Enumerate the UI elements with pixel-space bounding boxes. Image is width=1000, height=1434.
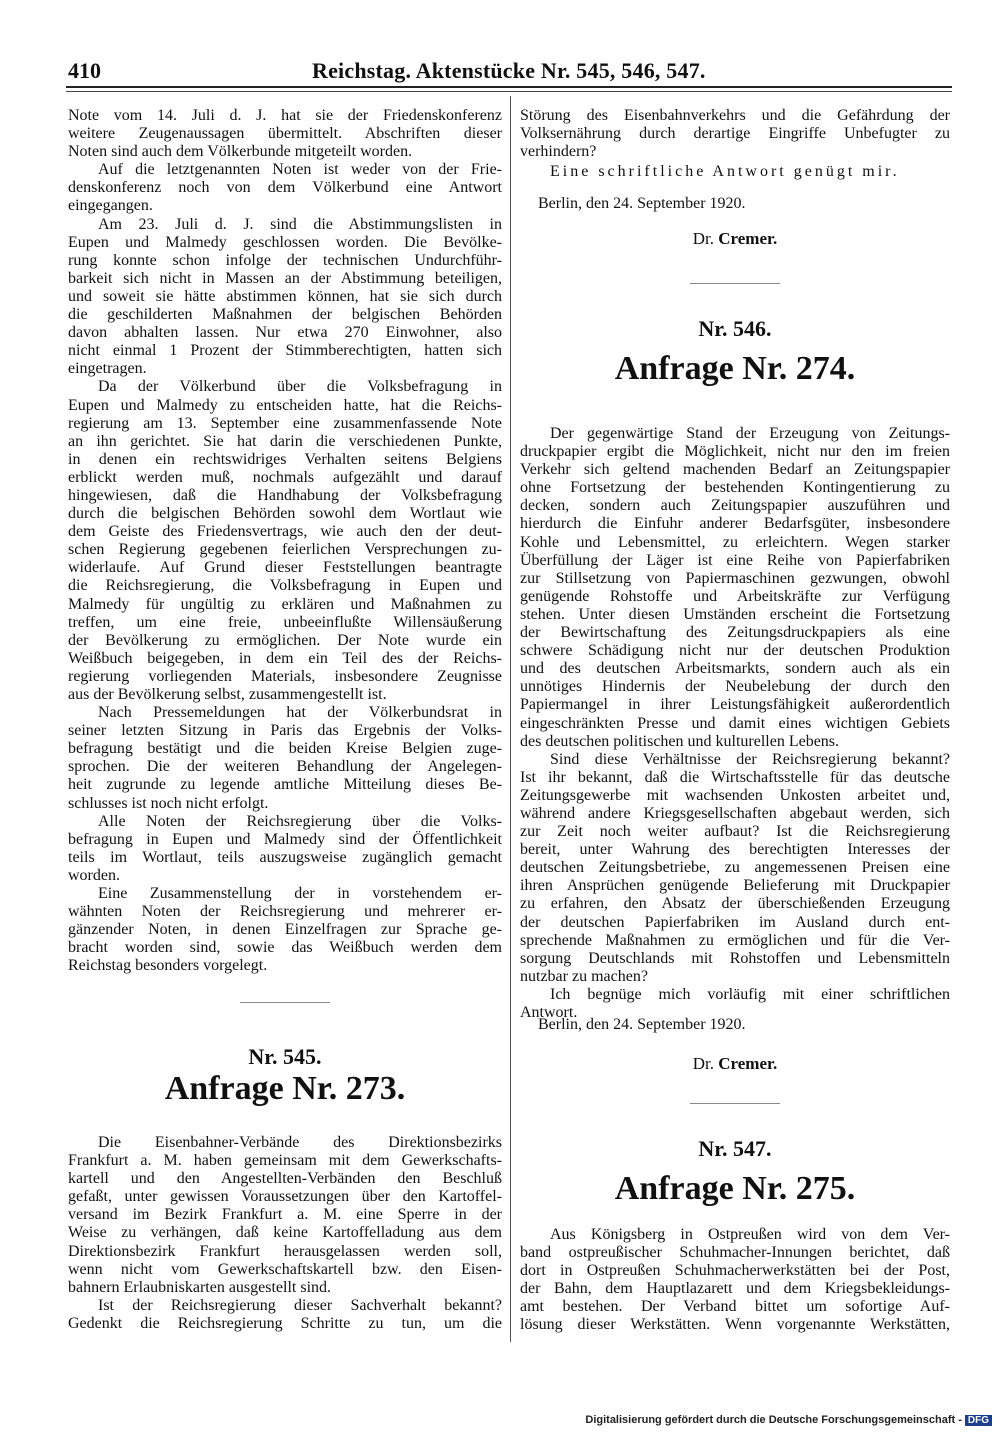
text-line: stehen. Unter diesen Umständen erscheint die Fortsetzung (520, 605, 950, 623)
doc545-body (68, 1134, 502, 1333)
text-line: zur Zeit noch weiter aufbaut? Ist die Reichsregierung (520, 823, 950, 841)
text-line: der deutschen Papierfabriken im Ausland durch ent- (520, 913, 950, 931)
document-number: Nr. 546. (698, 316, 772, 341)
column-divider (510, 96, 511, 1342)
page-number: 410 (68, 58, 101, 83)
document-title: Anfrage Nr. 275. (614, 1170, 856, 1207)
text-line: widerlaufe. Auf Grund dieser Feststellungen beantragte (68, 559, 502, 577)
text-line: dem Geiste des Friedensvertrags, wie auch den der deut- (68, 523, 502, 541)
text-line: sorgung Deutschlands mit Rohstoffen und Lebensmitteln (520, 949, 950, 967)
text-line: Aus Königsberg in Ostpreußen wird von dem Ver- (550, 1226, 950, 1243)
text-line: Zeitungsgewerbe mit wachsenden Unkosten arbeitet und, (520, 786, 950, 804)
running-header: Reichstag. Aktenstücke Nr. 545, 546, 547. (312, 58, 706, 83)
text-line: schlusses ist noch nicht erfolgt. (68, 794, 269, 812)
header-rule-thin (66, 91, 952, 92)
document-number: Nr. 547. (698, 1136, 772, 1161)
text-line: Eupen und Malmedy zu entscheiden hatte, hat die Reichs- (68, 396, 502, 414)
text-line: amt bestehen. Der Verband bittet um sofortige Auf- (520, 1298, 950, 1316)
text-line: sprochen. Die der weiteren Behandlung der Angelegen- (68, 758, 502, 776)
text-line: Antwort. (520, 1004, 578, 1021)
text-line: Papiermangel in ihrer Leistungsfähigkeit außerordentlich (520, 696, 950, 714)
signature-title: Dr. (692, 229, 714, 248)
text-line: Weißbuch beigegeben, in dem ein Teil des der Reichs- (68, 649, 502, 667)
text-line: Die Eisenbahner-Verbände des Direktionsbezirks (98, 1134, 502, 1151)
text-line: befragung bestätigt und die beiden Kreise Belgien zuge- (68, 740, 502, 758)
text-line: worden. (68, 866, 120, 884)
place-date: Berlin, den 24. September 1920. (538, 1016, 746, 1033)
footer-credit (585, 1414, 992, 1426)
text-line: Direktionsbezirk Frankfurt herausgelassen werden soll, (68, 1242, 502, 1260)
place-date: Berlin, den 24. September 1920. (538, 195, 746, 212)
text-line: die Reichsregierung, die Volksbefragung in Eupen und (68, 577, 502, 595)
text-line: Da der Völkerbund über die Volksbefragung in (98, 378, 502, 396)
document-title: Anfrage Nr. 273. (164, 1070, 406, 1107)
signature-name: Cremer. (718, 229, 778, 248)
signature-title: Dr. (692, 1054, 714, 1073)
text-line: regierung am 13. September eine zusammenfassende Note (68, 414, 502, 432)
text-line: an ihn gerichtet. Sie hat darin die verschiedenen Punkte, (68, 432, 502, 450)
text-line: Frankfurt a. M. haben gemeinsam mit dem Gewerkschafts- (68, 1152, 502, 1170)
text-line: verhindern? (520, 143, 597, 161)
text-line: bereit, unter Wahrung des berechtigten Interesses der (520, 841, 950, 859)
text-line: decken, sondern auch Zeitungspapier auszuführen und (520, 497, 950, 515)
text-line: barkeit sich nicht in Massen an der Abstimmung beteiligen, (68, 269, 502, 287)
text-line: Ist ihr bekannt, daß die Wirtschaftsstelle für das deutsche (520, 768, 950, 786)
text-line: Ich begnüge mich vorläufig mit einer schriftlichen (550, 985, 950, 1003)
text-line: zu erfahren, den Absatz der überschießenden Erzeugung (520, 895, 950, 913)
text-line: der Bewirtschaftung des Zeitungsdruckpapiers als eine (520, 624, 950, 642)
text-line: und des deutschen Arbeitsmarkts, sondern auch als ein (520, 660, 950, 678)
text-line: eingetragen. (68, 360, 147, 378)
text-line: bracht worden sind, sowie das Weißbuch werden dem (68, 939, 502, 957)
text-line: wähnten Noten der Reichsregierung und mehrerer er- (68, 903, 502, 921)
text-line: Eine Zusammenstellung der in vorstehendem er- (98, 885, 502, 903)
text-line: denskonferenz noch von dem Völkerbund eine Antwort (68, 179, 502, 197)
text-line: dort in Ostpreußen Schuhmacherwerkstätten bei der Post, (520, 1262, 950, 1280)
text-line: Ist der Reichsregierung dieser Sachverhalt bekannt? (98, 1296, 502, 1314)
text-line: weitere Zeugenaussagen übermittelt. Abschriften dieser (68, 125, 502, 143)
text-line: gänzender Noten, in denen Einzelfragen zur Sprache ge- (68, 921, 502, 939)
text-line: befragung in Eupen und Malmedy sind der Öffentlichkeit (68, 830, 502, 848)
text-line: in denen ein rechtswidriges Verhalten seitens Belgiens (68, 450, 502, 468)
signature (520, 229, 950, 249)
text-line: Am 23. Juli d. J. sind die Abstimmungslisten in (98, 215, 502, 233)
text-line: genügende Rohstoffe und Arbeitskräfte zur Verfügung (520, 587, 950, 605)
text-line: rung konnte schon infolge der technischen Undurchführ- (68, 251, 502, 269)
text-line: nutzbar zu machen? (520, 967, 648, 985)
text-line: eingeschränkten Presse und damit eines wichtigen Gebiets (520, 714, 950, 732)
text-line: hierdurch die Einfuhr anderer Bedarfsgüter, insbesondere (520, 515, 950, 533)
text-line: des deutschen politischen und kulturellen Lebens. (520, 732, 840, 750)
text-line: Kohle und Lebensmittel, zu erleichtern. Wegen starker (520, 533, 950, 551)
text-line: Weise zu verhängen, daß keine Kartoffelladung aus dem (68, 1224, 502, 1242)
section-divider (690, 283, 780, 284)
closing-line: Eine schriftliche Antwort genügt mir. (550, 163, 900, 180)
text-line: zur Stillsetzung von Papiermaschinen gezwungen, obwohl (520, 569, 950, 587)
text-line: ohne Fortsetzung der bestehenden Kontingentierung zu (520, 479, 950, 497)
text-line: sprechende Maßnahmen zu ermöglichen und für die Ver- (520, 931, 950, 949)
text-line: treffen, um eine freie, unbeeinflußte Willensäußerung (68, 613, 502, 631)
text-line: schen Regierung gegebenen feierlichen Versprechungen zu- (68, 541, 502, 559)
document-number: Nr. 545. (248, 1044, 322, 1069)
text-line: ihren Ansprüchen genügende Belieferung mit Druckpapier (520, 877, 950, 895)
text-line: aus der Bevölkerung selbst, zusammengestellt ist. (68, 686, 387, 703)
text-line: die geschilderten Maßnahmen der belgischen Behörden (68, 306, 502, 324)
text-line: gefaßt, unter gewissen Voraussetzungen über den Kartoffel- (68, 1188, 502, 1206)
dfg-logo: DFG (965, 1415, 992, 1426)
text-line: Gedenkt die Reichsregierung Schritte zu tun, um die (68, 1314, 502, 1332)
text-line: Note vom 14. Juli d. J. hat sie der Friedenskonferenz (68, 107, 502, 124)
text-line: Volksernährung durch derartige Eingriffe Unbefugter zu (520, 125, 950, 143)
text-line: regierung vorliegenden Materials, insbesondere Zeugnisse (68, 667, 502, 685)
doc546-body (520, 425, 950, 1022)
text-line: druckpapier ergibt die Möglichkeit, nicht nur den im freien (520, 443, 950, 461)
text-line: Sind diese Verhältnisse der Reichsregierung bekannt? (550, 750, 950, 768)
text-line: deutschen Zeitungsbetriebe, zu angemessenen Preisen eine (520, 859, 950, 877)
text-line: Eupen und Malmedy geschlossen worden. Die Bevölke- (68, 233, 502, 251)
text-line: erblickt werden muß, nochmals aufgezählt und darauf (68, 468, 502, 486)
section-divider (690, 1103, 780, 1104)
text-line: Reichstag besonders vorgelegt. (68, 957, 268, 975)
text-line: versand im Bezirk Frankfurt a. M. eine Sperre in der (68, 1206, 502, 1224)
header-rule (66, 86, 952, 88)
text-line: schwere Schädigung nicht nur der deutschen Produktion (520, 642, 950, 660)
text-line: Störung des Eisenbahnverkehrs und die Gefährdung der (520, 107, 950, 124)
signature-name: Cremer. (718, 1054, 778, 1073)
text-line: band ostpreußischer Schuhmacher-Innungen berichtet, daß (520, 1244, 950, 1262)
doc545-continuation (520, 107, 950, 161)
document-title: Anfrage Nr. 274. (614, 350, 856, 387)
section-divider (240, 1002, 330, 1003)
text-line: unnötiges Hindernis der Neubelebung der durch den (520, 678, 950, 696)
text-line: heit zugrunde zu legende amtliche Mitteilung dieses Be- (68, 776, 502, 794)
text-line: seiner letzten Sitzung in Paris das Ergebnis der Volks- (68, 722, 502, 740)
text-line: Malmedy für ungültig zu erklären und Maßnahmen zu (68, 595, 502, 613)
footer-text: Digitalisierung gefördert durch die Deutsche Forschungsgemeinschaft - (585, 1414, 962, 1426)
text-line: und soweit sie hätte abstimmen können, hat sie sich durch (68, 287, 502, 305)
left-column-text (68, 107, 502, 976)
signature (520, 1054, 950, 1074)
text-line: eingegangen. (68, 197, 153, 215)
text-line: teils im Wortlaut, teils auszugsweise zugänglich gemacht (68, 848, 502, 866)
text-line: Überfüllung der Läger ist eine Reihe von Papierfabriken (520, 551, 950, 569)
text-line: lösung dieser Werkstätten. Wenn vorgenannte Werkstätten, (520, 1316, 950, 1334)
text-line: der Bevölkerung zu ermöglichen. Der Note wurde ein (68, 631, 502, 649)
doc547-body (520, 1226, 950, 1335)
text-line: Noten sind auch dem Völkerbunde mitgeteilt worden. (68, 143, 413, 161)
text-line: Verkehr sich geltend machenden Bedarf an Zeitungspapier (520, 461, 950, 479)
text-line: davon abhalten lassen. Nur etwa 270 Einwohner, also (68, 324, 502, 342)
text-line: während andere Kriegsgesellschaften abgebaut werden, sich (520, 804, 950, 822)
text-line: der Bahn, dem Hauptlazarett und dem Kriegsbekleidungs- (520, 1280, 950, 1298)
text-line: Alle Noten der Reichsregierung über die Volks- (98, 812, 502, 830)
text-line: Der gegenwärtige Stand der Erzeugung von Zeitungs- (550, 425, 950, 442)
text-line: nicht einmal 1 Prozent der Stimmberechtigten, hatten sich (68, 342, 502, 360)
text-line: hingewiesen, daß die Handhabung der Volksbefragung (68, 486, 502, 504)
text-line: kartell und den Angestellten-Verbänden den Beschluß (68, 1170, 502, 1188)
text-line: bahnern Erlaubniskarten ausgestellt sind. (68, 1278, 332, 1296)
text-line: wenn nicht vom Gewerkschaftskartell bzw. den Eisen- (68, 1260, 502, 1278)
text-line: Nach Pressemeldungen hat der Völkerbundsrat in (98, 704, 502, 722)
text-line: Auf die letztgenannten Noten ist weder von der Frie- (98, 161, 502, 179)
text-line: durch die belgischen Behörden sowohl dem Wortlaut wie (68, 505, 502, 523)
